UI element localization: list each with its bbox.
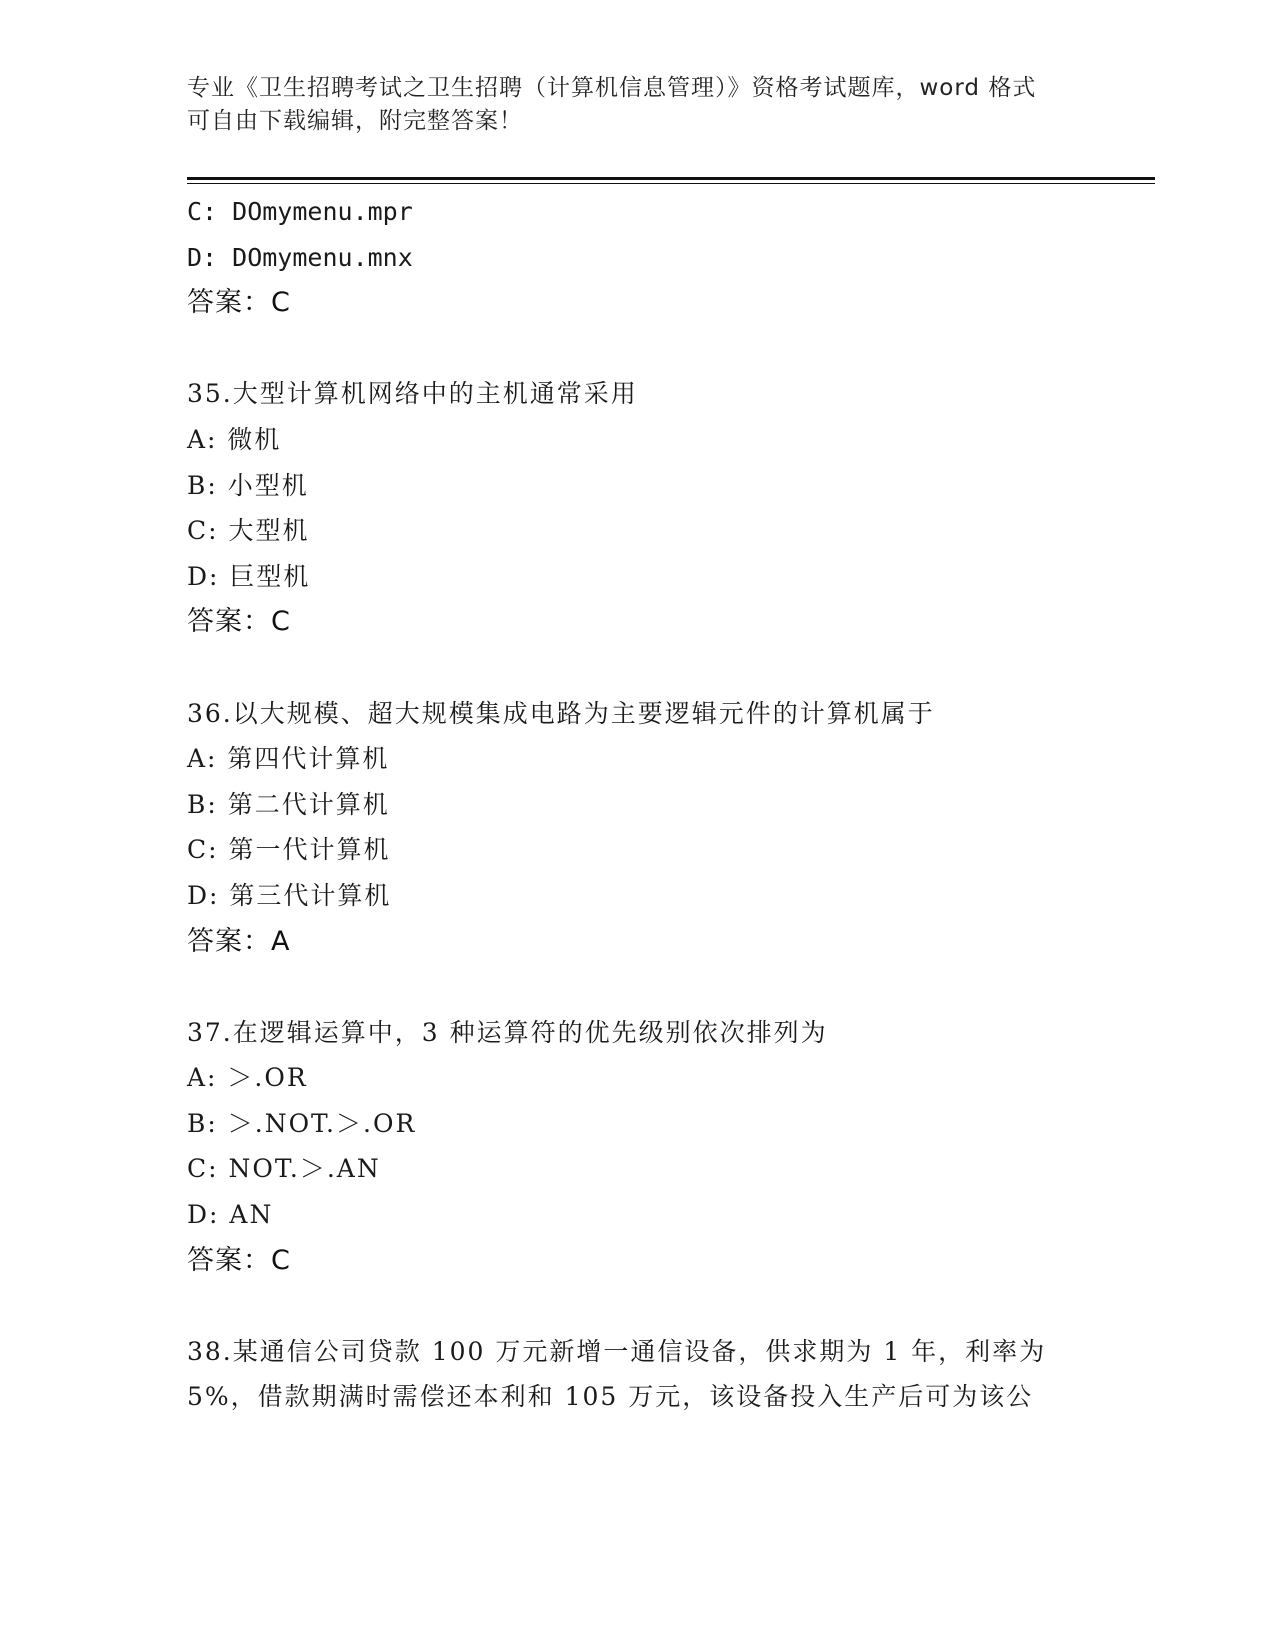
question-stem-line-1: 38.某通信公司贷款 100 万元新增一通信设备，供求期为 1 年，利率为 xyxy=(187,1336,1047,1366)
header-divider-thick xyxy=(187,177,1155,180)
option-a: A: 微机 xyxy=(187,424,282,454)
question-stem: 36.以大规模、超大规模集成电路为主要逻辑元件的计算机属于 xyxy=(187,698,935,728)
answer: 答案：C xyxy=(187,1244,291,1276)
option-b: B: 第二代计算机 xyxy=(187,789,390,819)
question-38 xyxy=(187,1329,1087,1420)
option-c: C: NOT.＞.AN xyxy=(187,1154,381,1184)
option-d: D: AN xyxy=(187,1200,274,1230)
option-a: A: 第四代计算机 xyxy=(187,744,390,774)
option-b: B: ＞.NOT.＞.OR xyxy=(187,1108,417,1138)
option-d: D: 第三代计算机 xyxy=(187,880,392,910)
answer: 答案：C xyxy=(187,606,291,638)
question-35 xyxy=(187,371,1087,645)
page-header xyxy=(187,72,1087,138)
option-c: C: DOmymenu.mpr xyxy=(187,197,413,226)
question-stem: 37.在逻辑运算中，3 种运算符的优先级别依次排列为 xyxy=(187,1017,828,1047)
question-stem: 35.大型计算机网络中的主机通常采用 xyxy=(187,379,638,409)
question-stem-line-2: 5%，借款期满时需偿还本利和 105 万元，该设备投入生产后可为该公 xyxy=(187,1382,1034,1412)
option-d: D: 巨型机 xyxy=(187,561,311,591)
header-line-1: 专业《卫生招聘考试之卫生招聘（计算机信息管理）》资格考试题库，word 格式 xyxy=(187,75,1037,101)
spacer xyxy=(187,964,1087,1010)
header-line-2: 可自由下载编辑，附完整答案！ xyxy=(187,108,523,134)
option-a: A: ＞.OR xyxy=(187,1063,308,1093)
answer: 答案：A xyxy=(187,925,291,957)
spacer xyxy=(187,326,1087,372)
question-list xyxy=(187,189,1087,1420)
option-c: C: 第一代计算机 xyxy=(187,835,391,865)
header-divider-thin xyxy=(187,183,1155,184)
question-37 xyxy=(187,1010,1087,1284)
question-36 xyxy=(187,691,1087,965)
spacer xyxy=(187,1283,1087,1329)
option-b: B: 小型机 xyxy=(187,470,309,500)
spacer xyxy=(187,645,1087,691)
answer: 答案：C xyxy=(187,287,291,319)
option-c: C: 大型机 xyxy=(187,516,310,546)
option-d: D: DOmymenu.mnx xyxy=(187,242,413,272)
question-34-tail xyxy=(187,189,1087,326)
